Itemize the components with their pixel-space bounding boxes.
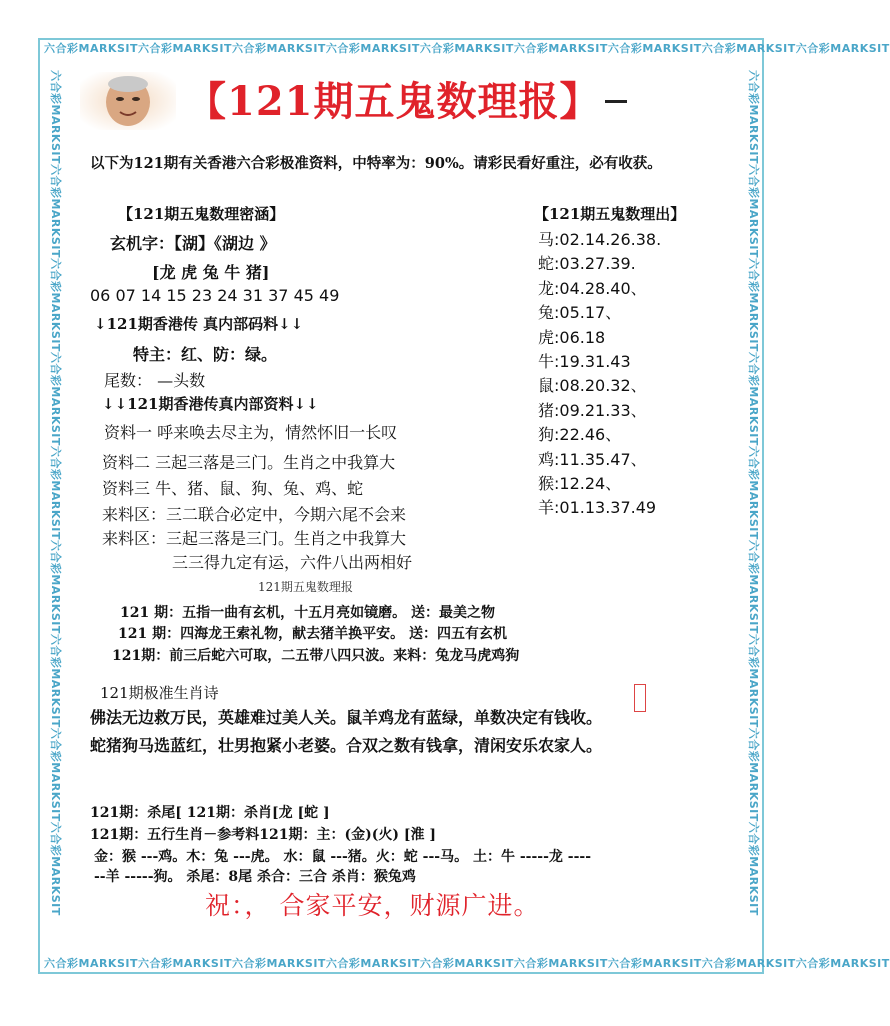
list-item: 蛇:03.27.39. (538, 254, 636, 274)
bottom-line-2: 121期：五行生肖－参考料121期：主：(金)(火) [淮 ] (90, 827, 436, 843)
page-title: 【121期五鬼数理报】 (186, 78, 601, 125)
number-list: 06 07 14 15 23 24 31 37 45 49 (90, 286, 340, 305)
bottom-line-4: --羊 -----狗。 杀尾：8尾 杀合：三合 杀肖：猴兔鸡 (94, 869, 416, 885)
left-heading: 【121期五鬼数理密涵】 (118, 205, 285, 223)
list-item: 牛:19.31.43 (538, 352, 631, 372)
right-heading: 【121期五鬼数理出】 (534, 205, 686, 223)
list-item: 龙:04.28.40、 (538, 278, 647, 298)
watermark-bottom: 六合彩MARKSIT六合彩MARKSIT六合彩MARKSIT六合彩MARKSIT六合彩MARKSIT六合彩MARKSIT六合彩MARKSIT六合彩MARKSIT六合彩MARKSIT (44, 957, 890, 970)
inside-code-heading: ↓121期香港传 真内部码料↓↓ (94, 315, 304, 333)
list-item: 狗:22.46、 (538, 425, 622, 445)
list-item: 鸡:11.35.47、 (538, 449, 647, 469)
list-item: 马:02.14.26.38. (538, 230, 662, 249)
red-stamp-mark (634, 684, 646, 712)
blessing-text: 祝：， 合家平安，财源广进。 (205, 891, 540, 920)
ziliao-3: 资料三 牛、猪、鼠、狗、兔、鸡、蛇 (102, 479, 364, 498)
bottom-line-1: 121期：杀尾[ 121期：杀肖[龙 [蛇 ] (90, 805, 330, 821)
zodiac-number-list (538, 228, 661, 521)
watermark-top: 六合彩MARKSIT六合彩MARKSIT六合彩MARKSIT六合彩MARKSIT六合彩MARKSIT六合彩MARKSIT六合彩MARKSIT六合彩MARKSIT六合彩MARKSIT (44, 42, 890, 55)
poem-body (90, 704, 750, 760)
bottom-line-3: 金：猴 ---鸡。木：兔 ---虎。 水：鼠 ---猪。火：蛇 ---马。 土：牛 -----龙 ---- (94, 849, 592, 865)
poem-heading: 121期极准生肖诗 (100, 684, 219, 702)
poem-line-2: 蛇猪狗马选蓝红，壮男抱紧小老婆。合双之数有钱拿，清闲安乐农家人。 (90, 736, 603, 755)
poem-line-1: 佛法无边救万民，英雄难过美人关。鼠羊鸡龙有蓝绿，单数决定有钱收。 (90, 708, 603, 727)
ziliao-2: 资料二 三起三落是三门。生肖之中我算大 (102, 453, 396, 472)
laiqu-3: 三三得九定有运，六件八出两相好 (172, 553, 413, 572)
list-item: 猪:09.21.33、 (538, 400, 647, 420)
list-item: 鼠:08.20.32、 (538, 376, 647, 396)
middle-line-3: 121期：前三后蛇六可取，二五带八四只波。来料：兔龙马虎鸡狗 (112, 648, 520, 664)
laiqu-2: 来料区：三起三落是三门。生肖之中我算大 (102, 529, 407, 548)
weishu-text: 尾数： —头数 (104, 371, 206, 390)
list-item: 虎:06.18 (538, 327, 606, 347)
list-item: 羊:01.13.37.49 (538, 498, 657, 518)
inside-data-heading: ↓↓121期香港传真内部资料↓↓ (102, 395, 319, 413)
list-item: 猴:12.24、 (538, 474, 622, 494)
watermark-right: 六合彩MARKSIT六合彩MARKSIT六合彩MARKSIT六合彩MARKSIT六合彩MARKSIT六合彩MARKSIT六合彩MARKSIT六合彩MARKSIT六合彩MARKSIT (747, 70, 760, 916)
middle-line-1: 121 期：五指一曲有玄机，十五月亮如镜磨。 送：最美之物 (120, 605, 495, 621)
middle-subtitle: 121期五鬼数理报 (258, 580, 353, 594)
xuanji-text: 玄机字：【湖】《湖边 》 (110, 234, 276, 253)
portrait-image (80, 72, 176, 130)
ziliao-1: 资料一 呼来唤去尽主为，情然怀旧一长叹 (104, 423, 398, 442)
laiqu-1: 来料区：三二联合必定中，今期六尾不会来 (102, 505, 407, 524)
list-item: 兔:05.17、 (538, 303, 622, 323)
decorative-dash (605, 100, 627, 103)
watermark-left: 六合彩MARKSIT六合彩MARKSIT六合彩MARKSIT六合彩MARKSIT六合彩MARKSIT六合彩MARKSIT六合彩MARKSIT六合彩MARKSIT六合彩MARKSIT (49, 70, 62, 916)
tezhu-text: 特主：红、防：绿。 (133, 345, 278, 364)
intro-text: 以下为121期有关香港六合彩极准资料，中特率为：90%。请彩民看好重注，必有收获。 (90, 155, 662, 172)
middle-line-2: 121 期：四海龙王索礼物，献去猪羊换平安。 送：四五有玄机 (118, 626, 507, 642)
zodiac-text: [龙 虎 兔 牛 猪] (152, 263, 270, 282)
